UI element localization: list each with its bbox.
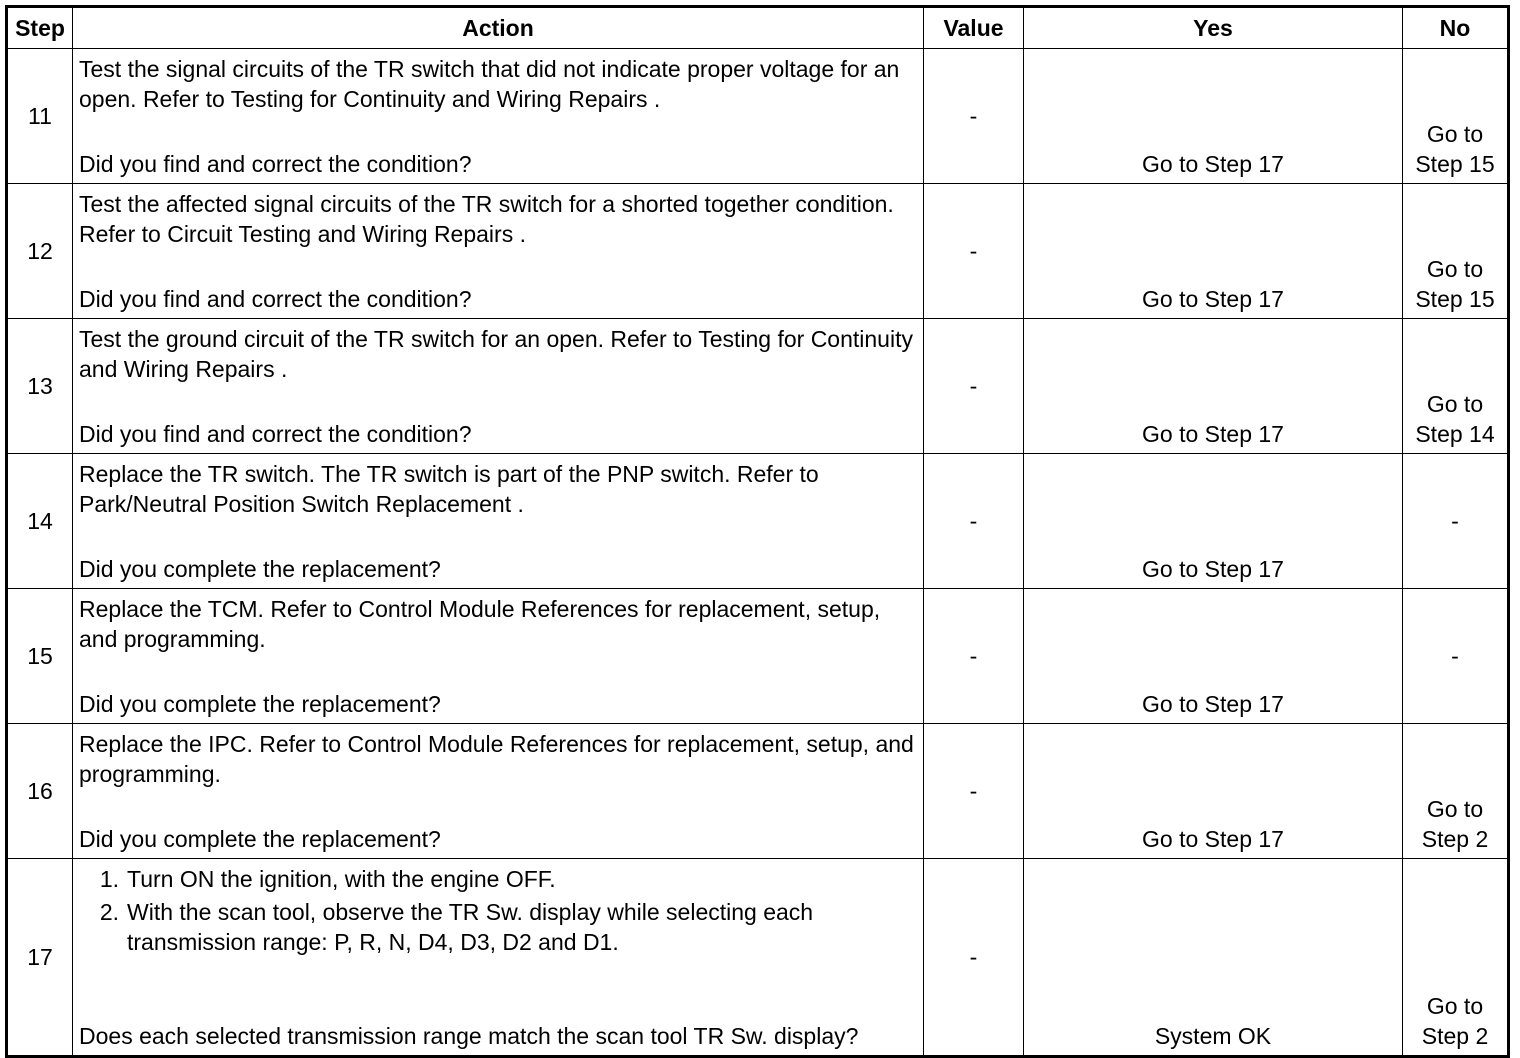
action-text: Replace the IPC. Refer to Control Module References for replacement, setup, and programming.	[79, 731, 914, 787]
no-cell: -	[1403, 589, 1509, 724]
no-line-2: Step 14	[1415, 421, 1495, 447]
yes-cell: Go to Step 17	[1024, 49, 1403, 184]
header-row	[7, 7, 1509, 49]
header-step: Step	[7, 7, 73, 49]
action-cell	[73, 454, 924, 589]
action-question: Did you find and correct the condition?	[79, 421, 472, 447]
table-row	[7, 319, 1509, 454]
list-item-number: 1.	[99, 866, 119, 892]
no-line-1: Go to	[1426, 391, 1484, 417]
step-number: 11	[7, 49, 73, 184]
header-value: Value	[924, 7, 1024, 49]
yes-cell: System OK	[1024, 859, 1403, 1057]
no-cell	[1403, 184, 1509, 319]
no-cell	[1403, 724, 1509, 859]
step-number: 13	[7, 319, 73, 454]
table-row	[7, 589, 1509, 724]
action-question: Does each selected transmission range match the scan tool TR Sw. display?	[79, 1023, 859, 1049]
yes-cell: Go to Step 17	[1024, 319, 1403, 454]
yes-cell: Go to Step 17	[1024, 724, 1403, 859]
no-line-1: Go to	[1426, 256, 1484, 282]
yes-cell: Go to Step 17	[1024, 454, 1403, 589]
no-cell: -	[1403, 454, 1509, 589]
action-question: Did you find and correct the condition?	[79, 151, 472, 177]
header-no: No	[1403, 7, 1509, 49]
action-cell	[73, 589, 924, 724]
action-text: Test the signal circuits of the TR switch that did not indicate proper voltage for an open. Refer to Testing for Continuity and Wiring Repairs .	[79, 56, 900, 112]
action-text: Replace the TCM. Refer to Control Module References for replacement, setup, and programming.	[79, 596, 881, 652]
diagnostic-table	[5, 5, 1510, 1058]
yes-cell: Go to Step 17	[1024, 184, 1403, 319]
action-cell	[73, 319, 924, 454]
yes-cell: Go to Step 17	[1024, 589, 1403, 724]
no-line-2: Step 15	[1415, 151, 1495, 177]
action-text: Replace the TR switch. The TR switch is part of the PNP switch. Refer to Park/Neutral Position Switch Replacement .	[79, 461, 819, 517]
step-number: 16	[7, 724, 73, 859]
action-steps-list	[79, 864, 917, 960]
table-row	[7, 49, 1509, 184]
header-action: Action	[73, 7, 924, 49]
no-line-1: Go to	[1426, 796, 1484, 822]
table-row	[7, 454, 1509, 589]
action-question: Did you complete the replacement?	[79, 691, 441, 717]
list-item	[99, 864, 917, 894]
step-number: 12	[7, 184, 73, 319]
no-line-2: Step 2	[1421, 826, 1489, 852]
action-question: Did you complete the replacement?	[79, 556, 441, 582]
no-cell	[1403, 859, 1509, 1057]
list-item	[99, 897, 917, 957]
no-line-2: Step 15	[1415, 286, 1495, 312]
value-cell: -	[924, 724, 1024, 859]
step-number: 15	[7, 589, 73, 724]
no-line-2: Step 2	[1421, 1023, 1489, 1049]
action-question: Did you find and correct the condition?	[79, 286, 472, 312]
action-cell	[73, 49, 924, 184]
step-number: 14	[7, 454, 73, 589]
value-cell: -	[924, 454, 1024, 589]
list-item-number: 2.	[99, 899, 119, 925]
step-number: 17	[7, 859, 73, 1057]
list-item-text: With the scan tool, observe the TR Sw. display while selecting each transmission range: P, R, N, D4, D3, D2 and D1.	[127, 899, 814, 955]
no-cell	[1403, 319, 1509, 454]
action-text: Test the ground circuit of the TR switch for an open. Refer to Testing for Continuity and Wiring Repairs .	[79, 326, 913, 382]
action-cell	[73, 724, 924, 859]
action-cell	[73, 184, 924, 319]
no-cell	[1403, 49, 1509, 184]
value-cell: -	[924, 589, 1024, 724]
action-question: Did you complete the replacement?	[79, 826, 441, 852]
table-row	[7, 184, 1509, 319]
table-row	[7, 859, 1509, 1057]
value-cell: -	[924, 184, 1024, 319]
no-line-1: Go to	[1426, 993, 1484, 1019]
header-yes: Yes	[1024, 7, 1403, 49]
action-cell	[73, 859, 924, 1057]
value-cell: -	[924, 319, 1024, 454]
action-text: Test the affected signal circuits of the TR switch for a shorted together condition. Refer to Circuit Testing and Wiring Repairs .	[79, 191, 894, 247]
value-cell: -	[924, 859, 1024, 1057]
list-item-text: Turn ON the ignition, with the engine OFF.	[127, 866, 556, 892]
value-cell: -	[924, 49, 1024, 184]
table-row	[7, 724, 1509, 859]
no-line-1: Go to	[1426, 121, 1484, 147]
